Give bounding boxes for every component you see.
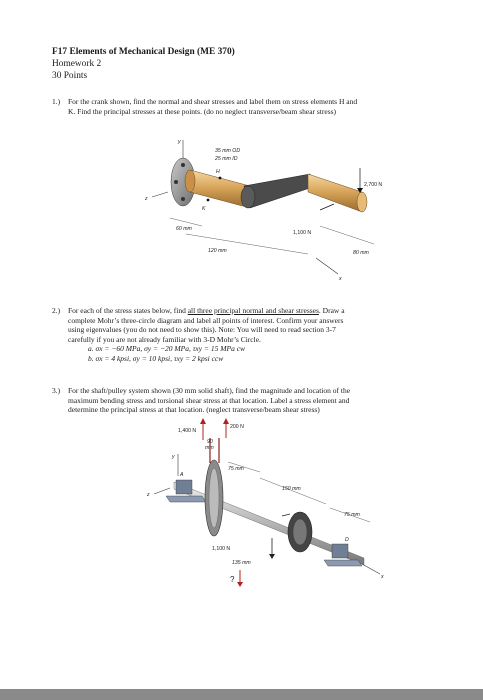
bearing-a xyxy=(176,480,192,494)
small-pulley-face xyxy=(293,519,307,545)
dim-75-top-label: 75 mm xyxy=(228,466,244,472)
problem-3-number: 3.) xyxy=(52,386,61,395)
tube-end xyxy=(185,170,195,192)
crank-figure xyxy=(140,130,390,290)
problem-1-text xyxy=(68,97,357,116)
problem-3-line-3: determine the principal stress at that location. (neglect transverse/beam shear stress) xyxy=(68,405,320,415)
crank-pin xyxy=(308,174,362,212)
z-axis-line xyxy=(154,488,170,494)
problem-1-line-2: K. Find the principal stresses at these points. (do no neglect transverse/beam shear stress) xyxy=(68,106,337,116)
point-h-marker xyxy=(219,177,222,180)
bearing-a-label: A xyxy=(180,472,184,478)
crank-arm xyxy=(244,174,316,208)
x-axis-line xyxy=(362,564,380,574)
principal-stresses-emphasis: all three principal normal and shear stresses xyxy=(187,306,319,315)
belt-horizontal xyxy=(282,514,290,516)
dim-75-right-label: 75 mm xyxy=(344,512,360,518)
stress-state-a: a. σx = −60 MPa, σy = −20 MPa, τxy = 15 MPa cw xyxy=(88,344,246,354)
axis-z-label: z xyxy=(145,196,148,202)
axis-x-label: x xyxy=(381,574,384,580)
dim-90-label: 90 xyxy=(207,439,213,445)
unknown-force-label: ? xyxy=(230,575,235,584)
dim-120-line xyxy=(186,234,308,254)
bolt-hole xyxy=(181,197,185,201)
course-title: F17 Elements of Mechanical Design (ME 370) xyxy=(52,47,235,57)
dim-135-label: 135 mm xyxy=(232,560,251,566)
dim-80-label: 80 mm xyxy=(353,250,369,256)
stress-state-b: b. σx = 4 kpsi, σy = 10 kpsi, τxy = 2 kpsi ccw xyxy=(88,353,224,363)
dim-90-unit: mm xyxy=(205,445,214,451)
axis-z-label: z xyxy=(147,492,150,498)
bearing-d-base xyxy=(324,560,362,566)
shaft-pulley-drawing xyxy=(140,418,390,590)
force-2700-label: 2,700 N xyxy=(364,182,383,188)
bolt-hole xyxy=(181,163,185,167)
axis-y-label: y xyxy=(178,139,181,145)
large-pulley-face xyxy=(209,468,219,528)
dim-120-label: 120 mm xyxy=(208,248,227,254)
crank-hub xyxy=(241,186,255,208)
force-1100-label: 1,100 N xyxy=(212,546,231,552)
bearing-d xyxy=(332,544,348,558)
crank-drawing xyxy=(140,130,390,290)
axis-x-label: x xyxy=(339,276,342,282)
problem-2-text xyxy=(68,306,345,364)
bearing-d-label: D xyxy=(345,537,349,543)
force-1400-label: 1,400 N xyxy=(178,428,197,434)
shaft-pulley-figure xyxy=(140,418,390,590)
problem-2-number: 2.) xyxy=(52,306,61,315)
force-1100-label: 1,100 N xyxy=(293,230,312,236)
bolt-hole xyxy=(174,180,178,184)
dim-150-label: 150 mm xyxy=(282,486,301,492)
document-header xyxy=(52,46,235,82)
dim-60-label: 60 mm xyxy=(176,226,192,232)
x-axis-line xyxy=(316,258,338,274)
problem-2-line-2: complete Mohr’s three-circle diagram and label all points of interest. Confirm your answers xyxy=(68,315,344,325)
page-bottom-bar xyxy=(0,689,483,700)
z-axis-line xyxy=(152,192,168,197)
problem-3-line-1: For the shaft/pulley system shown (30 mm solid shaft), find the magnitude and location of the xyxy=(68,386,351,395)
force-1100-arrow xyxy=(320,204,334,210)
axis-y-label: y xyxy=(172,454,175,460)
arrow-head-icon xyxy=(237,582,243,587)
inner-diameter-label: 25 mm ID xyxy=(215,156,238,162)
homework-label: Homework 2 xyxy=(52,59,102,69)
problem-1-line-1: For the crank shown, find the normal and shear stresses and label them on stress elements H and xyxy=(68,97,358,106)
bearing-a-base xyxy=(166,496,206,502)
dim-60-line xyxy=(170,218,202,226)
point-k-marker xyxy=(207,199,210,202)
dim-80-line xyxy=(320,226,374,244)
problem-2-line-4: carefully if you are not already familiar with 3-D Mohr’s Circle. xyxy=(68,334,261,344)
points-label: 30 Points xyxy=(52,71,88,81)
point-h-label: H xyxy=(216,169,220,175)
arrow-head-icon xyxy=(223,418,229,424)
problem-3-text xyxy=(68,386,350,415)
arrow-head-icon xyxy=(200,418,206,424)
crank-pin-end xyxy=(357,192,367,212)
outer-diameter-label: 35 mm OD xyxy=(215,148,241,154)
problem-1-number: 1.) xyxy=(52,97,61,106)
problem-2-line-3: using eigenvalues (you do not need to show this). Note: You will need to read section 3-7 xyxy=(68,325,336,335)
force-200-label: 200 N xyxy=(230,424,244,430)
arrow-head-icon xyxy=(269,554,275,559)
problem-3-line-2: maximum bending stress and torsional shear stress at that location. Label a stress element and xyxy=(68,395,350,405)
point-k-label: K xyxy=(202,206,206,212)
hollow-tube xyxy=(190,170,250,208)
problem-2-line-1: For each of the stress states below, find all three principal normal and shear stresses. Draw a xyxy=(68,306,345,315)
